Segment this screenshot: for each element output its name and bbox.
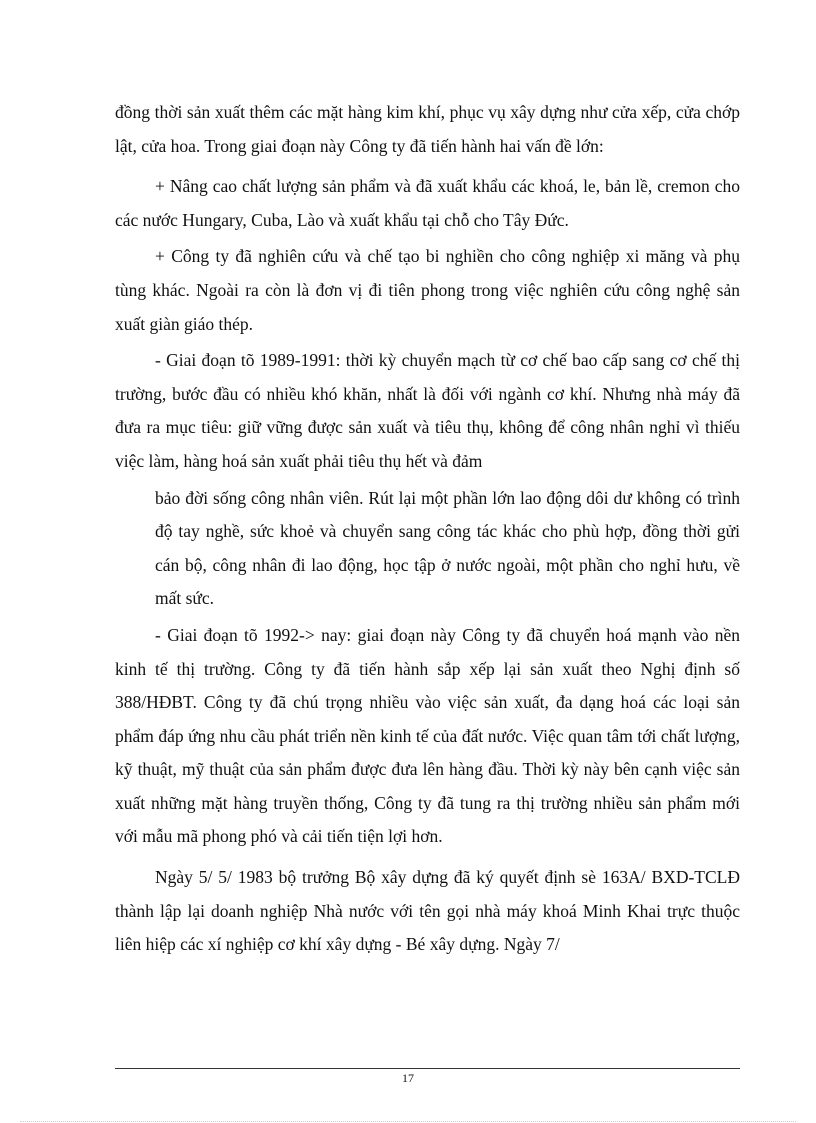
paragraph-grinding-balls: + Công ty đã nghiên cứu và chế tạo bi nghiền cho công nghiệp xi măng và phụ tùng khác. Ngoài ra còn là đơn vị đi tiên phong trong việc nghiên cứu công nghệ sản xuất giàn giáo thép. (115, 246, 740, 334)
paragraph-1992-present: - Giai đoạn tõ 1992-> nay: giai đoạn này Công ty đã chuyển hoá mạnh vào nền kinh tế thị trường. Công ty đã tiến hành sắp xếp lại sản xuất theo Nghị định số 388/HĐBT. Công ty đã chú trọng nhiều vào việc sản xuất, đa dạng hoá các loại sản phẩm đáp ứng nhu cầu phát triển nền kinh tế của đất nước. Việc quan tâm tới chất lượng, kỹ thuật, mỹ thuật của sản phẩm được đưa lên hàng đầu. Thời kỳ này bên cạnh việc sản xuất những mặt hàng truyền thống, Công ty đã tung ra thị trường nhiều sản phẩm mới với mẫu mã phong phó và cải tiến tiện lợi hơn. (115, 624, 740, 847)
document-body (115, 96, 740, 962)
footer-divider (115, 1068, 740, 1069)
paragraph-1989-1991: - Giai đoạn tõ 1989-1991: thời kỳ chuyển mạch từ cơ chế bao cấp sang cơ chế thị trường, bước đầu có nhiều khó khăn, nhất là đối với ngành cơ khí. Nhưng nhà máy đã đưa ra mục tiêu: giữ vững được sản xuất và tiêu thụ, không để công nhân nghỉ vì thiếu việc làm, hàng hoá sản xuất phải tiêu thụ hết và đảm (115, 350, 740, 471)
paragraph-quality-export: + Nâng cao chất lượng sản phẩm và đã xuất khẩu các khoá, le, bản lề, cremon cho các nước Hungary, Cuba, Lào và xuất khẩu tại chỗ cho Tây Đức. (115, 176, 740, 230)
paragraph-continuation: đồng thời sản xuất thêm các mặt hàng kim khí, phục vụ xây dựng như cửa xếp, cửa chớp lật, cửa hoa. Trong giai đoạn này Công ty đã tiến hành hai vấn đề lớn: (115, 102, 740, 156)
paragraph-living-standards: bảo đời sống công nhân viên. Rút lại một phần lớn lao động dôi dư không có trình độ tay nghề, sức khoẻ và chuyển sang công tác khác cho phù hợp, đồng thời gửi cán bộ, công nhân đi lao động, học tập ở nước ngoài, một phần cho nghỉ hưu, về mất sức. (155, 487, 740, 609)
page-bottom-border (20, 1121, 796, 1122)
paragraph-decision-1983: Ngày 5/ 5/ 1983 bộ trưởng Bộ xây dựng đã ký quyết định sè 163A/ BXD-TCLĐ thành lập lại doanh nghiệp Nhà nước với tên gọi nhà máy khoá Minh Khai trực thuộc liên hiệp các xí nghiệp cơ khí xây dựng - Bé xây dựng. Ngày 7/ (115, 867, 740, 955)
page-number: 17 (402, 1071, 414, 1085)
